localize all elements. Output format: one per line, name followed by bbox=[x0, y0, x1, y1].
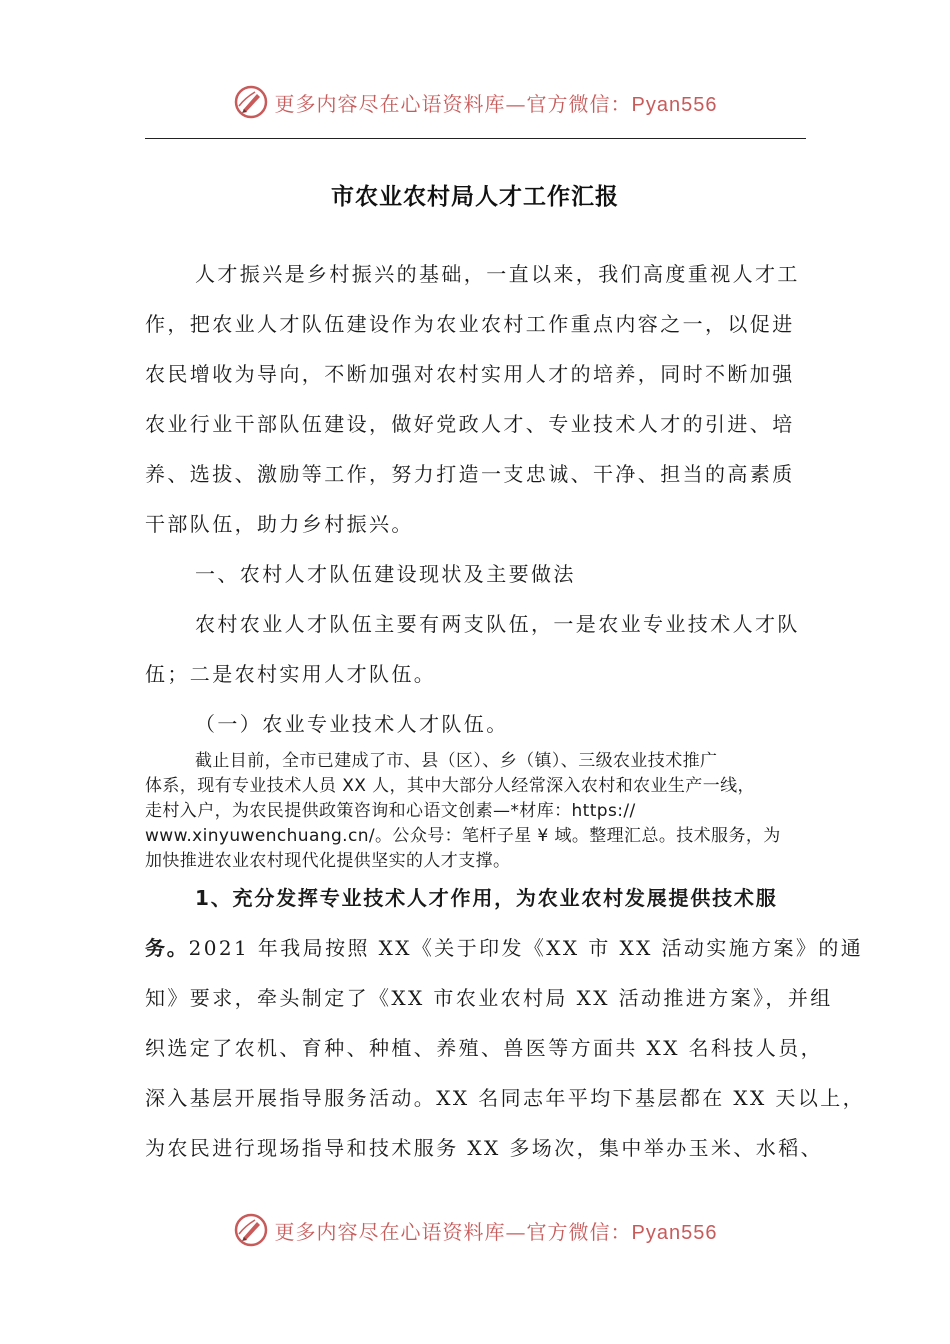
paragraph-line: 养、选拔、激励等工作，努力打造一支忠诚、干净、担当的高素质 bbox=[145, 462, 795, 486]
paragraph-line: 知》要求，牵头制定了《XX 市农业农村局 XX 活动推进方案》，并组 bbox=[145, 986, 833, 1010]
watermark-label: 更多内容尽在心语资料库—官方微信： bbox=[274, 91, 632, 116]
watermark-label: 更多内容尽在心语资料库—官方微信： bbox=[274, 1219, 632, 1244]
header-divider bbox=[145, 138, 806, 139]
paragraph-line: 干部队伍，助力乡村振兴。 bbox=[145, 512, 414, 536]
paragraph-line: 人才振兴是乡村振兴的基础，一直以来，我们高度重视人才工 bbox=[195, 262, 800, 286]
pen-circle-logo-icon bbox=[233, 1212, 269, 1248]
paragraph-line: 农业行业干部队伍建设，做好党政人才、专业技术人才的引进、培 bbox=[145, 412, 795, 436]
document-title: 市农业农村局人才工作汇报 bbox=[331, 183, 619, 210]
header-watermark-text bbox=[275, 88, 718, 117]
header-watermark-banner bbox=[0, 82, 950, 122]
inserted-paragraph-line: 加快推进农业农村现代化提供坚实的人才支撑。 bbox=[145, 851, 511, 871]
inserted-paragraph-line: 体系，现有专业技术人员 XX 人，其中大部分人经常深入农村和农业生产一线， bbox=[145, 776, 755, 796]
paragraph-line: 深入基层开展指导服务活动。XX 名同志年平均下基层都在 XX 天以上， bbox=[145, 1086, 866, 1110]
paragraph-line bbox=[145, 932, 864, 961]
paragraph-line: 农村农业人才队伍主要有两支队伍，一是农业专业技术人才队 bbox=[195, 612, 800, 636]
section-heading: 一、农村人才队伍建设现状及主要做法 bbox=[195, 562, 576, 586]
inserted-paragraph-line: www.xinyuwenchuang.cn/。公众号：笔杆子星 ¥ 域。整理汇总。技术服务，为 bbox=[145, 826, 781, 846]
subsection-heading: （一）农业专业技术人才队伍。 bbox=[195, 712, 509, 736]
inserted-paragraph-line: 走村入户，为农民提供政策咨询和心语文创素—*材库：https:// bbox=[145, 801, 636, 821]
footer-watermark-text bbox=[275, 1216, 718, 1245]
watermark-wechat-id: Pyan556 bbox=[631, 1221, 718, 1244]
watermark-wechat-id: Pyan556 bbox=[631, 93, 718, 116]
paragraph-line: 作，把农业人才队伍建设作为农业农村工作重点内容之一，以促进 bbox=[145, 312, 795, 336]
paragraph-line: 为农民进行现场指导和技术服务 XX 多场次，集中举办玉米、水稻、 bbox=[145, 1136, 823, 1160]
paragraph-line: 伍；二是农村实用人才队伍。 bbox=[145, 662, 437, 686]
pen-circle-logo-icon bbox=[233, 84, 269, 120]
section1-first-line-text: 2021 年我局按照 XX《关于印发《XX 市 XX 活动实施方案》的通 bbox=[188, 936, 864, 960]
paragraph-line: 农民增收为导向，不断加强对农村实用人才的培养，同时不断加强 bbox=[145, 362, 795, 386]
section1-heading-end: 务。 bbox=[145, 936, 189, 960]
section1-heading: 1、充分发挥专业技术人才作用，为农业农村发展提供技术服 bbox=[195, 886, 778, 910]
paragraph-line: 织选定了农机、育种、种植、养殖、兽医等方面共 XX 名科技人员， bbox=[145, 1036, 823, 1060]
footer-watermark-banner bbox=[0, 1210, 950, 1250]
inserted-paragraph-line: 截止目前，全市已建成了市、县（区）、乡（镇）、三级农业技术推广 bbox=[195, 751, 718, 771]
